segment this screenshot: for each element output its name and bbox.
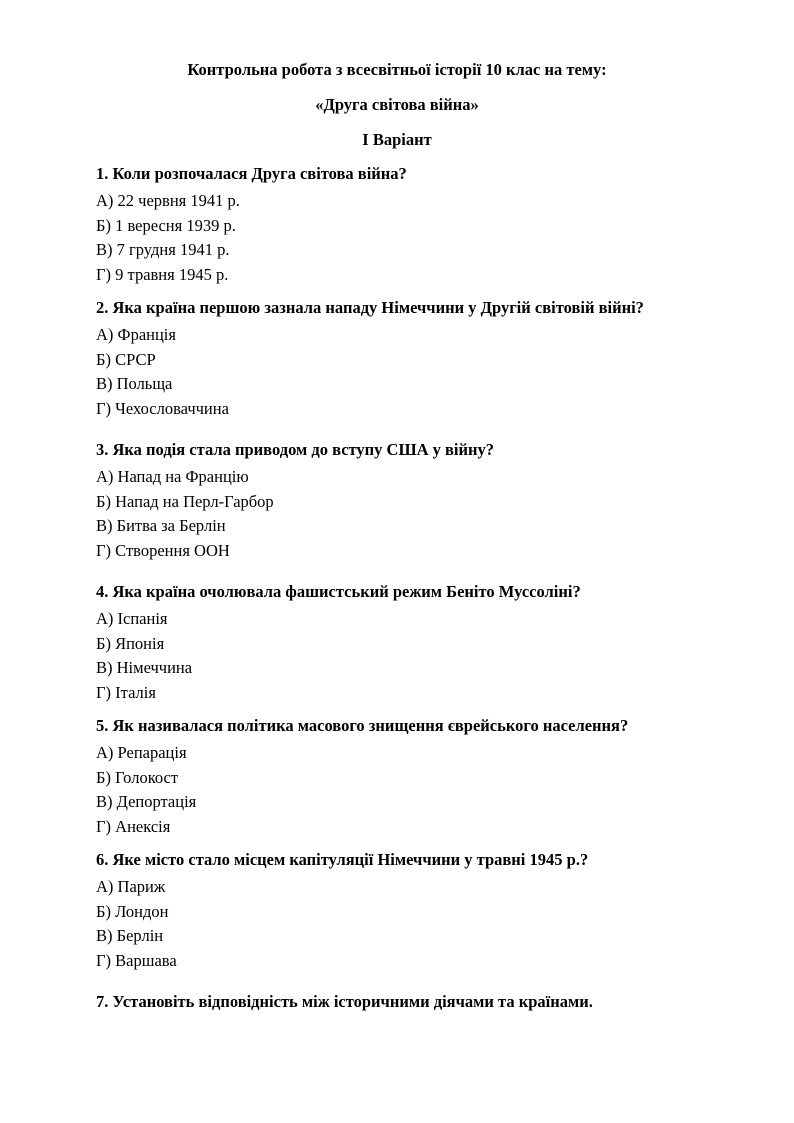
- answer-option: В) Берлін: [96, 926, 164, 946]
- answer-option: В) Битва за Берлін: [96, 516, 226, 536]
- answer-option: А) Іспанія: [96, 609, 168, 628]
- question-2: [96, 298, 756, 422]
- document-variant: І Варіант: [362, 130, 432, 149]
- question-text: 7. Установіть відповідність між історичними діячами та країнами.: [96, 992, 593, 1011]
- answer-option: А) Напад на Францію: [96, 467, 249, 486]
- answer-option: В) Депортація: [96, 792, 197, 812]
- answer-option: Б) Голокост: [96, 767, 179, 787]
- answer-option: Г) Чехословаччина: [96, 399, 229, 419]
- answer-option: Б) Лондон: [96, 901, 169, 921]
- answer-option: Г) Створення ООН: [96, 541, 230, 561]
- question-text: 2. Яка країна першою зазнала нападу Німеччини у Другій світовій війні?: [96, 298, 644, 317]
- question-1: [96, 164, 756, 288]
- question-text: 6. Яке місто стало місцем капітуляції Німеччини у травні 1945 р.?: [96, 850, 589, 869]
- answer-option: Б) Напад на Перл-Гарбор: [96, 491, 274, 511]
- answer-option: А) Репарація: [96, 743, 187, 762]
- question-text: 1. Коли розпочалася Друга світова війна?: [96, 164, 407, 183]
- answer-options: [96, 189, 756, 288]
- question-5: [96, 716, 756, 840]
- answer-option: В) 7 грудня 1941 р.: [96, 240, 230, 260]
- answer-options: [96, 875, 756, 974]
- answer-option: Б) СРСР: [96, 349, 156, 369]
- document-topic: «Друга світова війна»: [315, 95, 479, 114]
- answer-option: Г) Анексія: [96, 817, 171, 837]
- answer-option: В) Німеччина: [96, 658, 193, 678]
- question-7: [96, 992, 756, 1012]
- answer-options: [96, 465, 756, 564]
- question-text: 4. Яка країна очолювала фашистський режим Беніто Муссоліні?: [96, 582, 581, 601]
- answer-option: Г) 9 травня 1945 р.: [96, 265, 229, 285]
- answer-option: В) Польща: [96, 374, 173, 394]
- document-title: Контрольна робота з всесвітньої історії 10 клас на тему:: [187, 60, 607, 79]
- question-6: [96, 850, 756, 974]
- answer-option: Б) Японія: [96, 633, 165, 653]
- answer-option: Г) Варшава: [96, 951, 177, 971]
- question-4: [96, 582, 756, 706]
- question-text: 5. Як називалася політика масового знищення єврейського населення?: [96, 716, 629, 735]
- answer-options: [96, 607, 756, 706]
- answer-option: Б) 1 вересня 1939 р.: [96, 215, 236, 235]
- answer-option: Г) Італія: [96, 683, 156, 703]
- answer-option: А) 22 червня 1941 р.: [96, 191, 240, 210]
- answer-options: [96, 323, 756, 422]
- answer-option: А) Франція: [96, 325, 176, 344]
- question-text: 3. Яка подія стала приводом до вступу США у війну?: [96, 440, 495, 459]
- question-3: [96, 440, 756, 564]
- answer-option: А) Париж: [96, 877, 166, 896]
- answer-options: [96, 741, 756, 840]
